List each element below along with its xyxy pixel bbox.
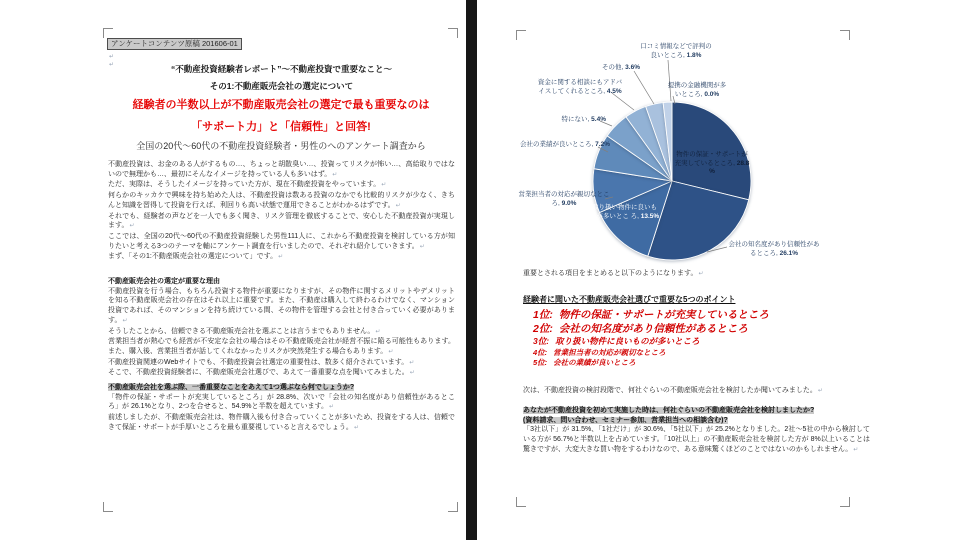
ranking-item-4: 4位: 営業担当者の対応が親切なところ (533, 347, 666, 357)
paragraph: ただ、実際は、そうしたイメージを持っていた方が、現在不動産投資をやっています。 ↵ (108, 180, 455, 191)
paragraph: 不動産投資は、お金のある人がするもの…、ちょっと胡散臭い…、投資ってリスクが怖い…、高給取りではないので無理かも…、最初にそんなイメージを持っている人も多いはず。 ↵ (108, 160, 455, 180)
page-right (477, 0, 960, 540)
question1-heading: 不動産販売会社を選ぶ際、一番重要なことをあえて1つ選ぶなら何でしょうか? (108, 384, 355, 391)
crop-mark (516, 497, 526, 507)
headline-red-line2: 「サポート力」と「信頼性」と回答! (191, 121, 371, 133)
pie-callout-partner-banks: 提携の金融機関が多いところ , 0.0% (666, 82, 728, 99)
paragraph: 不動産投資関連のWebサイトでも、不動産投資会社選定の重要性は、数多く紹介されています。 ↵ (108, 358, 455, 369)
pie-callout-sales-rep: 営業担当者の対応が親切なところ , 9.0% (518, 191, 610, 208)
pie-callout-other: その他 , 3.6% (580, 64, 640, 73)
pie-label-good-properties: 取り扱い物件に良いものが多いとこ ろ , 13.5% (589, 204, 660, 221)
next-topic-lead: 次は、不動産投資の検討段階で、何社ぐらいの不動産販売会社を検討したか聞いてみました。 ↵ (523, 386, 870, 397)
pie-callout-word-of-mouth: 口コミ情報などで評判の良いところ , 1.8% (638, 43, 714, 60)
crop-mark (448, 28, 458, 38)
pie-chart (490, 30, 910, 280)
paragraph: 営業担当者が熱心でも経営が不安定な会社の場合はその不動産販売会社が経営不振に陥る可能性もあります。また、購入後、営業担当者が話してくれなかったリスクが突然発生する場合もあります。 ↵ (108, 337, 455, 357)
paragraph: それでも、経験者の声などを一人でも多く聞き、リスク管理を徹底することで、安心した不動産投資が実現します。 ↵ (108, 212, 455, 232)
ranking-item-2: 2位: 会社の知名度があり信頼性があるところ (533, 323, 748, 335)
doc-label: アンケートコンテンツ原稿 201606-01 (107, 38, 242, 50)
ranking-item-1: 1位: 物件の保証・サポートが充実しているところ (533, 309, 769, 321)
ranking-item-3: 3位: 取り扱い物件に良いものが多いところ (533, 336, 700, 346)
crop-mark (840, 497, 850, 507)
pie-label-warranty-support: 物件の保証・サポートが充実しているところ , 28.8% (674, 151, 750, 177)
question2-heading-line1: あなたが不動産投資を初めて実施した時は、何社ぐらいの不動産販売会社を検討しましたか? (523, 407, 815, 414)
paragraph: 何らかのキッカケで興味を持ち始めた人は、不動産投資は数ある投資のなかでも比較的リスクが少なく、きちんと知識を習得して投資を行えば、利回りも高い状態で運用できることがわかるはずです。 ↵ (108, 191, 455, 211)
survey-source-line: 全国の20代〜60代の不動産投資経験者・男性のへのアンケート調査から (136, 141, 426, 151)
paragraph: まず、「その1:不動産販売会社の選定について」です。 ↵ (108, 252, 455, 263)
section-heading: 不動産販売会社の選定が重要な理由 (108, 278, 220, 285)
summary-lead: 重要とされる項目をまとめると以下のようになります。 ↵ (523, 269, 870, 280)
paragraph: ここでは、全国の20代〜60代の不動産投資経験した男性111人に、これから不動産投資を検討している方が知りたいと考える3つのテーマを軸にアンケート調査を行いましたので、それぞれ紹介していきます。 ↵ (108, 232, 455, 252)
pie-callout-brand-trust: 会社の知名度があり信頼性があるところ , 26.1% (726, 241, 822, 258)
paragraph: 不動産投資を行う場合、もちろん投資する物件が重要になりますが、その物件に関するメリットやデメリットを知る不動産販売会社の存在はそれ以上に重要です。また、不動産は購入して終わるわけでなく、マンション投資であれば、そのマンションを持ち続けている間、その物件を管理する会社と付き合っていく必要があります。 ↵ (108, 287, 455, 327)
report-title: “不動産投資経験者レポート”〜不動産投資で重要なこと〜 (170, 64, 392, 74)
section-why-selection-matters (108, 277, 455, 379)
ranking-list (523, 294, 870, 368)
section-question1 (108, 383, 455, 434)
report-part-title: その1:不動産販売会社の選定について (209, 81, 354, 91)
pie-callout-none: 特にない , 5.4% (542, 116, 606, 125)
pie-callout-performance: 会社の業績が良いところ , 7.2% (496, 141, 610, 150)
paragraph: そこで、不動産投資経験者に、不動産販売会社選びで、あえて一番重要な点を聞いてみました。 ↵ (108, 368, 455, 379)
question2-heading-line2: (資料請求、問い合わせ、セミナー参加、営業担当への相談含む)? (523, 416, 728, 424)
pie-callout-financial-advice: 資金に関する相談にもアドバイスしてくれるところ , 4.5% (536, 79, 624, 96)
ranking-heading: 経験者に聞いた不動産販売会社選びで重要な5つのポイント (523, 295, 736, 304)
paragraph: 前述しましたが、不動産販売会社は、物件購入後も付き合っていくことが多いため、投資をする人は、信頼できて保証・サポートが手厚いところを最も重要視していると言えるでしょう。 ↵ (108, 413, 455, 433)
headline-red-line1: 経験者の半数以上が不動産販売会社の選定で最も重要なのは (132, 99, 430, 111)
section-question2 (523, 406, 870, 456)
ranking-item-5: 5位: 会社の業績が良いところ (533, 357, 636, 367)
intro-paragraphs (108, 160, 455, 263)
crop-mark (448, 502, 458, 512)
paragraph: 「物件の保証・サポートが充実しているところ」が 28.8%、次いで「会社の知名度があり信頼性があるところ」が 26.1%となり、2つを合せると、54.9%と半数を超えています。 ↵ (108, 393, 455, 413)
crop-mark (103, 502, 113, 512)
paragraph: 「3社以下」が 31.5%、「1社だけ」が 30.6%、「5社以下」が 25.2%となりました。2社〜5社の中から検討している方が 56.7%と半数以上を占めています。「10社以上」の不動産販売会社を検討した方が 8%以上いることは驚きですが、大変大きな買い物をするわけなので、ある意味驚くほどのことではないのかもしれません。 ↵ (523, 425, 870, 455)
page-left (0, 0, 466, 540)
page-divider (466, 0, 477, 540)
paragraph: そうしたことから、信頼できる不動産販売会社を選ぶことは言うまでもありません。 ↵ (108, 327, 455, 338)
crop-mark (103, 28, 113, 38)
